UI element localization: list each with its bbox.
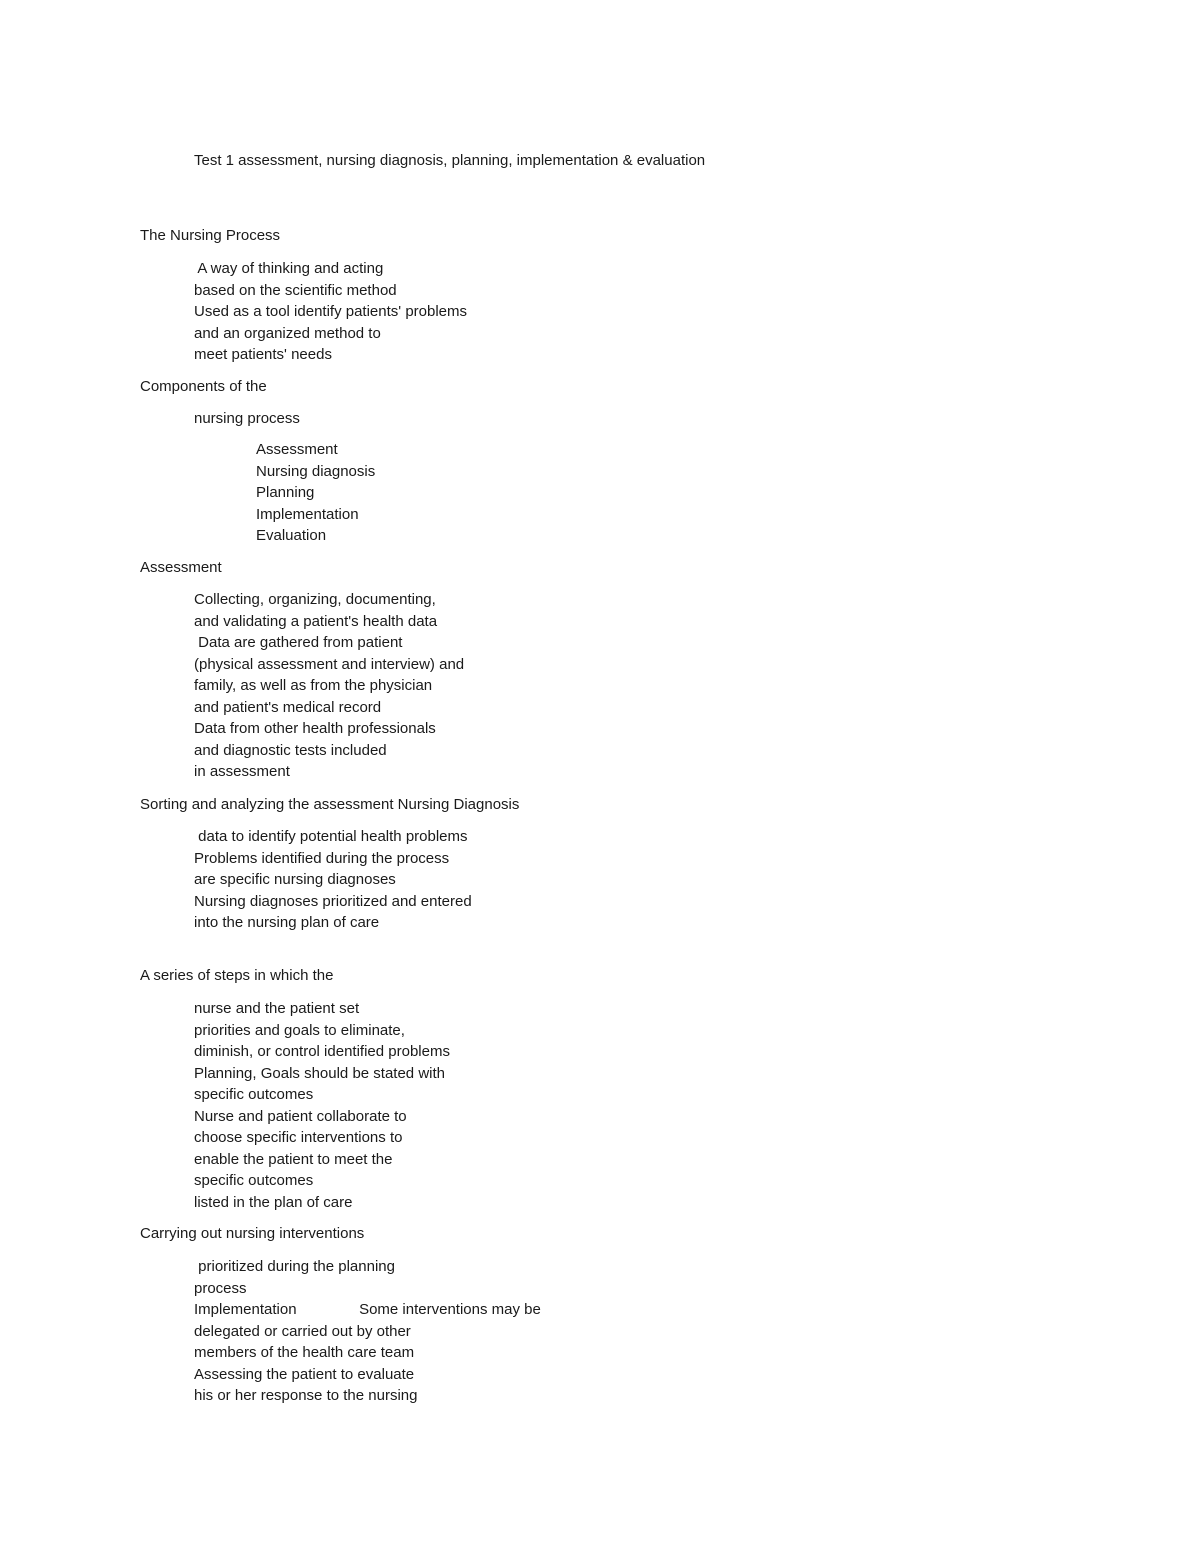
- text-line: A way of thinking and acting: [194, 260, 384, 277]
- text-line: in assessment: [194, 763, 290, 780]
- component-item-evaluation: Evaluation: [256, 527, 327, 544]
- component-item-assessment: Assessment: [256, 441, 338, 458]
- section-body-assessment: [194, 589, 464, 783]
- text-line: Implementation Some interventions may be: [194, 1301, 541, 1318]
- text-line: delegated or carried out by other: [194, 1322, 411, 1340]
- component-item-nursing-diagnosis: Nursing diagnosis: [256, 462, 376, 480]
- section-body-components: [194, 408, 300, 430]
- text-line: listed in the plan of care: [194, 1193, 353, 1211]
- text-line: are specific nursing diagnoses: [194, 871, 396, 888]
- components-list: [256, 439, 375, 547]
- section-heading-planning: A series of steps in which the: [140, 967, 334, 984]
- text-line: specific outcomes: [194, 1086, 314, 1103]
- text-line: and an organized method to: [194, 324, 381, 342]
- text-line: priorities and goals to eliminate,: [194, 1021, 405, 1039]
- text-line: into the nursing plan of care: [194, 914, 380, 931]
- text-line: process: [194, 1279, 247, 1297]
- text-line: prioritized during the planning: [194, 1258, 395, 1275]
- section-heading-assessment: Assessment: [140, 559, 222, 576]
- section-body-implementation: [194, 1256, 541, 1407]
- text-line: Used as a tool identify patients' problems: [194, 303, 468, 320]
- section-heading-implementation: Carrying out nursing interventions: [140, 1225, 365, 1242]
- text-line: nurse and the patient set: [194, 1000, 360, 1017]
- text-line: and diagnostic tests included: [194, 741, 387, 759]
- text-line: Planning, Goals should be stated with: [194, 1064, 445, 1082]
- text-line: based on the scientific method: [194, 281, 397, 299]
- text-line: Collecting, organizing, documenting,: [194, 591, 436, 608]
- text-line: and validating a patient's health data: [194, 612, 438, 630]
- component-item-implementation: Implementation: [256, 505, 359, 523]
- section-body-nursing-diagnosis: [194, 826, 472, 934]
- text-line: specific outcomes: [194, 1172, 314, 1189]
- text-line: Data from other health professionals: [194, 720, 436, 737]
- text-line: his or her response to the nursing: [194, 1387, 418, 1404]
- text-line: choose specific interventions to: [194, 1129, 403, 1146]
- text-line: Nurse and patient collaborate to: [194, 1107, 407, 1125]
- section-body-planning: [194, 998, 450, 1213]
- text-line: diminish, or control identified problems: [194, 1043, 450, 1060]
- text-line: Assessing the patient to evaluate: [194, 1365, 415, 1383]
- text-line: Problems identified during the process: [194, 849, 450, 867]
- text-line: enable the patient to meet the: [194, 1150, 393, 1168]
- text-line: Data are gathered from patient: [194, 634, 403, 651]
- text-line: members of the health care team: [194, 1344, 415, 1361]
- section-heading-nursing-process: The Nursing Process: [140, 227, 281, 244]
- text-line: (physical assessment and interview) and: [194, 655, 465, 673]
- text-line: Nursing diagnoses prioritized and entered: [194, 892, 472, 910]
- text-line: data to identify potential health problems: [194, 828, 468, 845]
- text-line: meet patients' needs: [194, 346, 332, 363]
- document-title: Test 1 assessment, nursing diagnosis, planning, implementation & evaluation: [194, 152, 706, 169]
- text-line: and patient's medical record: [194, 698, 382, 716]
- section-heading-components: Components of the: [140, 378, 267, 395]
- section-heading-nursing-diagnosis: Sorting and analyzing the assessment Nursing Diagnosis: [140, 796, 520, 813]
- text-line: family, as well as from the physician: [194, 677, 433, 694]
- section-body-nursing-process: [194, 258, 467, 366]
- component-item-planning: Planning: [256, 484, 315, 501]
- text-line: nursing process: [194, 410, 300, 427]
